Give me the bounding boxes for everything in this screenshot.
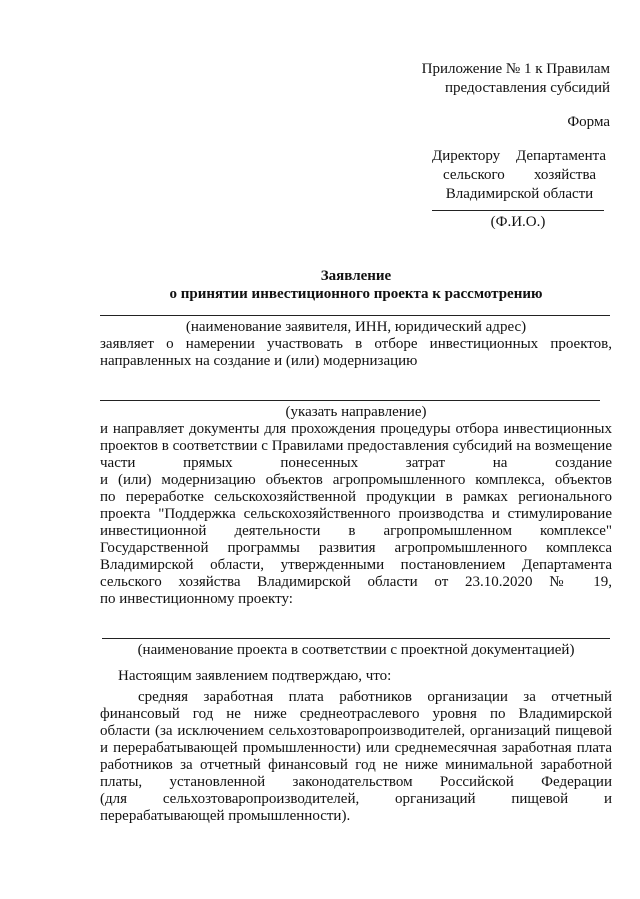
- text-line: сельского хозяйства Владимирской области от 23.10.2020 № 19,: [100, 574, 612, 590]
- text-line: проекта "Поддержка сельскохозяйственного производства и стимулирование: [100, 506, 612, 522]
- text-line: Владимирской области, утвержденными постановлением Департамента: [100, 557, 612, 573]
- appendix-line-1: Приложение № 1 к Правилам: [421, 61, 610, 77]
- applicant-underline: [100, 315, 610, 316]
- text-line: (для сельхозтоваропроизводителей, организаций пищевой и: [100, 791, 612, 807]
- text-line: и перерабатывающей промышленности) или среднемесячная заработная плата: [100, 740, 612, 756]
- text-line: и направляет документы для прохождения процедуры отбора инвестиционных: [100, 421, 612, 437]
- direction-paragraph: [100, 421, 612, 608]
- text-line: заявляет о намерении участвовать в отборе инвестиционных проектов,: [100, 336, 612, 352]
- text-line: и (или) модернизацию объектов агропромышленного комплекса, объектов: [100, 472, 612, 488]
- applicant-caption: (наименование заявителя, ИНН, юридический адрес): [185, 319, 527, 335]
- project-caption: (наименование проекта в соответствии с проектной документацией): [137, 642, 575, 658]
- form-label: Форма: [567, 114, 610, 130]
- text-line: по переработке сельскохозяйственной продукции в рамках регионального: [100, 489, 612, 505]
- confirm-intro: Настоящим заявлением подтверждаю, что:: [118, 668, 392, 684]
- text-line: по инвестиционному проекту:: [100, 591, 293, 607]
- addressee-line-1: Директору Департамента: [432, 148, 606, 164]
- text-line: инвестиционной деятельности в агропромышленном комплексе": [100, 523, 612, 539]
- applicant-paragraph: [100, 336, 612, 370]
- text-line: финансовый год не ниже среднеотраслевого уровня по Владимирской: [100, 706, 612, 722]
- direction-caption: (указать направление): [285, 404, 427, 420]
- text-line: работников за отчетный финансовый год не ниже минимальной заработной: [100, 757, 612, 773]
- project-underline: [102, 638, 610, 639]
- text-line: области (за исключением сельхозтоваропроизводителей, организаций пищевой: [100, 723, 612, 739]
- confirm-paragraph: [100, 689, 612, 825]
- addressee-line-3: Владимирской области: [445, 186, 594, 202]
- text-line: платы, установленной законодательством Российской Федерации: [100, 774, 612, 790]
- appendix-line-2: предоставления субсидий: [444, 80, 610, 96]
- text-line: направленных на создание и (или) модернизацию: [100, 353, 418, 369]
- fio-caption: (Ф.И.О.): [490, 214, 546, 230]
- document-subtitle: о принятии инвестиционного проекта к рассмотрению: [169, 286, 543, 302]
- direction-underline: [100, 400, 600, 401]
- text-line: средняя заработная плата работников организации за отчетный: [138, 689, 612, 705]
- document-title: Заявление: [320, 268, 392, 284]
- text-line: части прямых понесенных затрат на создание: [100, 455, 612, 471]
- text-line: Государственной программы развития агропромышленного комплекса: [100, 540, 612, 556]
- text-line: перерабатывающей промышленности).: [100, 808, 351, 824]
- addressee-line-2: сельского хозяйства: [443, 167, 596, 183]
- text-line: проектов в соответствии с Правилами предоставления субсидий на возмещение: [100, 438, 612, 454]
- fio-underline: [432, 210, 604, 211]
